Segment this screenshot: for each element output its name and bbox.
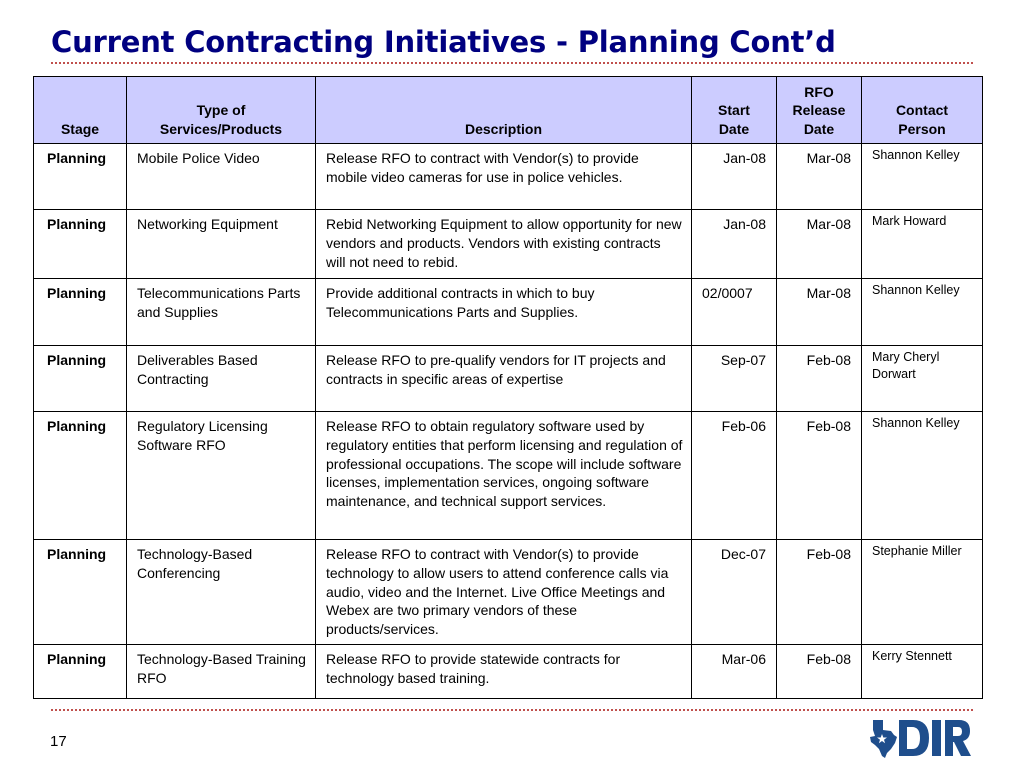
stage-cell: Planning	[34, 279, 127, 346]
type-cell: Technology-Based Conferencing	[127, 540, 316, 645]
contact-cell: Mary Cheryl Dorwart	[862, 346, 983, 412]
rfo-release-date-cell: Mar-08	[777, 279, 862, 346]
start-date-cell: Jan-08	[692, 210, 777, 279]
footer-divider	[51, 709, 973, 711]
start-date-cell: 02/0007	[692, 279, 777, 346]
start-date-cell: Jan-08	[692, 144, 777, 210]
stage-cell: Planning	[34, 540, 127, 645]
type-cell: Deliverables Based Contracting	[127, 346, 316, 412]
rfo-release-date-cell: Feb-08	[777, 540, 862, 645]
description-cell: Release RFO to contract with Vendor(s) to provide mobile video cameras for use in police vehicles.	[316, 144, 692, 210]
start-date-cell: Mar-06	[692, 644, 777, 698]
contact-cell: Mark Howard	[862, 210, 983, 279]
contact-cell: Shannon Kelley	[862, 279, 983, 346]
rfo-release-date-cell: Mar-08	[777, 144, 862, 210]
header-contact-person: Contact Person	[862, 77, 983, 144]
texas-dir-logo	[869, 716, 973, 760]
rfo-release-date-cell: Feb-08	[777, 346, 862, 412]
description-cell: Release RFO to provide statewide contracts for technology based training.	[316, 644, 692, 698]
contact-cell: Shannon Kelley	[862, 412, 983, 540]
header-stage: Stage	[34, 77, 127, 144]
type-cell: Technology-Based Training RFO	[127, 644, 316, 698]
header-description: Description	[316, 77, 692, 144]
table-row	[34, 346, 983, 412]
table-row	[34, 144, 983, 210]
table-row	[34, 540, 983, 645]
logo-letter-i	[932, 720, 941, 756]
description-cell: Release RFO to contract with Vendor(s) to provide technology to allow users to attend conference calls via audio, video and the Internet. Live Office Meetings and Webex are two primary vendors of these products/services.	[316, 540, 692, 645]
start-date-cell: Dec-07	[692, 540, 777, 645]
contact-cell: Stephanie Miller	[862, 540, 983, 645]
stage-cell: Planning	[34, 346, 127, 412]
table-row	[34, 644, 983, 698]
slide-title: Current Contracting Initiatives - Planning Cont’d	[51, 25, 836, 59]
start-date-cell: Sep-07	[692, 346, 777, 412]
description-cell: Release RFO to pre-qualify vendors for IT projects and contracts in specific areas of expertise	[316, 346, 692, 412]
rfo-release-date-cell: Mar-08	[777, 210, 862, 279]
logo-letter-d	[899, 720, 929, 756]
header-rfo-release-date: RFO Release Date	[777, 77, 862, 144]
stage-cell: Planning	[34, 210, 127, 279]
start-date-cell: Feb-06	[692, 412, 777, 540]
title-divider	[51, 62, 973, 64]
description-cell: Provide additional contracts in which to buy Telecommunications Parts and Supplies.	[316, 279, 692, 346]
table-row	[34, 279, 983, 346]
table-row	[34, 210, 983, 279]
rfo-release-date-cell: Feb-08	[777, 644, 862, 698]
table-row	[34, 412, 983, 540]
page-number: 17	[50, 733, 67, 750]
logo-letter-r	[945, 720, 971, 756]
type-cell: Networking Equipment	[127, 210, 316, 279]
contact-cell: Kerry Stennett	[862, 644, 983, 698]
stage-cell: Planning	[34, 644, 127, 698]
header-start-date: Start Date	[692, 77, 777, 144]
table-header-row	[34, 77, 983, 144]
stage-cell: Planning	[34, 412, 127, 540]
type-cell: Regulatory Licensing Software RFO	[127, 412, 316, 540]
type-cell: Mobile Police Video	[127, 144, 316, 210]
header-type: Type of Services/Products	[127, 77, 316, 144]
rfo-release-date-cell: Feb-08	[777, 412, 862, 540]
stage-cell: Planning	[34, 144, 127, 210]
description-cell: Release RFO to obtain regulatory software used by regulatory entities that perform licensing and regulation of professional occupations. The scope will include software licenses, implementation services, ongoing software maintenance, and technical support services.	[316, 412, 692, 540]
contact-cell: Shannon Kelley	[862, 144, 983, 210]
initiatives-table	[33, 76, 983, 699]
description-cell: Rebid Networking Equipment to allow opportunity for new vendors and products. Vendors with existing contracts will not need to rebid.	[316, 210, 692, 279]
type-cell: Telecommunications Parts and Supplies	[127, 279, 316, 346]
